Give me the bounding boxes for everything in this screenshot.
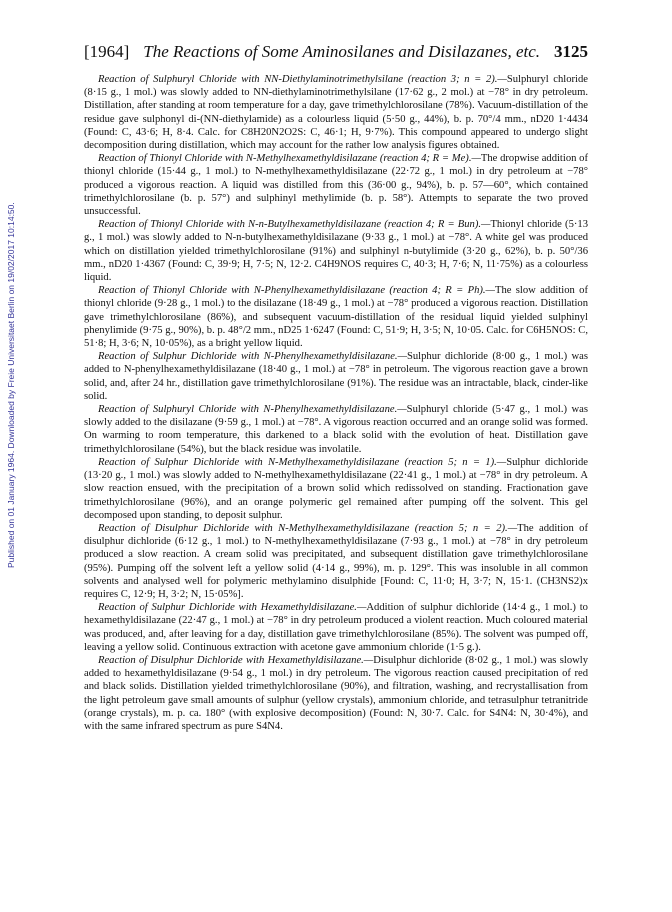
paragraph [84,456,588,522]
paragraph-heading: Reaction of Thionyl Chloride with N-Methylhexamethyldisilazane (reaction 4; R = Me).— [98,153,481,165]
paragraph-heading: Reaction of Sulphur Dichloride with N-Phenylhexamethyldisilazane.— [98,351,407,363]
paragraph-heading: Reaction of Sulphuryl Chloride with NN-Diethylaminotrimethylsilane (reaction 3; n = 2).— [98,74,507,85]
paragraph-text: Sulphur dichloride (8·00 g., 1 mol.) was added to N-phenylhexamethyldisilazane (18·40 g., 1 mol.) at −78° in petroleum. The vigorous reaction gave a brown solid, and, after 24 hr., distillation gave trimethylchlorosilane (91%). The residue was an intractable, black, cinder-like solid. [84,351,588,402]
paragraph-heading: Reaction of Sulphuryl Chloride with N-Phenylhexamethyldisilazane.— [98,404,407,416]
download-notice: Published on 01 January 1964. Downloaded by Freie Universitaet Berlin on 19/02/2017 10:14:50. [6,202,16,568]
paragraph-text: The addition of disulphur dichloride (6·12 g., 1 mol.) to N-methylhexamethyldisilazane (7·93 g., 1 mol.) at −78° in dry petroleum produced a slow reaction. A cream solid was precipitated, and subsequent distillation gave trimethylchlorosilane (95%). Pumping off the solvent left a yellow solid (4·14 g., 99%), m. p. 129°. This was insoluble in all common solvents and analysed well for polymeric methylamino disulphide [Found: C, 11·0; H, 3·7; N, 15·1. (CH3NS2)x requires C, 12·9; H, 3·2; N, 15·05%]. [84,522,588,600]
paragraph [84,654,588,733]
paragraph-text: The dropwise addition of thionyl chloride (15·44 g., 1 mol.) to N-methylhexamethyldisilazane (22·72 g., 1 mol.) in dry petroleum at −78° produced a vigorous reaction. A liquid was distilled from this (36·00 g., 94%), b. p. 57—60°, which contained trimethylchlorosilane (b. p. 57°) and sulphinyl methylimide (b. p. 58°). Attempts to separate the two proved unsuccessful. [84,153,588,218]
paragraph-heading: Reaction of Sulphur Dichloride with Hexamethyldisilazane.— [98,602,367,614]
paragraph [84,284,588,350]
paragraph-heading: Reaction of Disulphur Dichloride with Hexamethyldisilazane.— [98,654,374,666]
paragraph [84,218,588,284]
paragraph-heading: Reaction of Thionyl Chloride with N-Phenylhexamethyldisilazane (reaction 4; R = Ph).— [98,285,495,297]
article-body [84,73,588,733]
header-year: [1964] [84,42,130,61]
paragraph-text: The slow addition of thionyl chloride (9·28 g., 1 mol.) to the disilazane (18·49 g., 1 mol.) at −78° produced a vigorous reaction. Distillation gave trimethylchlorosilane (86%), and subsequent vacuum-distillation of the residual liquid yielded sulphinyl phenylimide (9·75 g., 90%), b. p. 48°/2 mm., nD25 1·6247 (Found: C, 51·9; H, 3·5; N, 10·05. Calc. for C6H5NOS: C, 51·8; H, 3·6; N, 10·05%), as a bright yellow liquid. [84,285,588,350]
paragraph [84,601,588,654]
running-header [84,42,588,62]
paragraph-heading: Reaction of Sulphur Dichloride with N-Methylhexamethyldisilazane (reaction 5; n = 1).— [98,456,507,468]
paragraph-text: Thionyl chloride (5·13 g., 1 mol.) was slowly added to N-n-butylhexamethyldisilazane (9·33 g., 1 mol.) at −78°. A white gel was produced which on distillation yielded trimethylchlorosilane (91%) and sulphinyl n-butylimide (3·20 g., 62%), b. p. 50°/36 mm., nD20 1·4367 (Found: C, 39·9; H, 7·5; N, 12·2. C4H9NOS requires C, 40·3; H, 7·6; N, 11·75%) as a colourless liquid. [84,219,589,284]
page-number: 3125 [554,42,588,61]
paragraph-text: Sulphuryl chloride (8·15 g., 1 mol.) was slowly added to NN-diethylaminotrimethylsilane (17·62 g., 2 mol.) at −78° in dry petroleum. Distillation, after standing at room temperature for a day, gave trimethylchlorosilane (78%). Vacuum-distillation of the residue gave sulphonyl di-(NN-diethylamide) as a colourless liquid (5·50 g., 44%), b. p. 70°/4 mm., nD20 1·4434 (Found: C, 43·6; H, 8·4. Calc. for C8H20N2O2S: C, 46·1; H, 9·7%). This compound appeared to undergo slight decomposition during distillation, which may account for the rather low analysis figures obtained. [84,74,588,152]
paragraph [84,522,588,601]
paragraph [84,403,588,456]
paragraph [84,73,588,152]
paragraph-text: Sulphur dichloride (13·20 g., 1 mol.) was slowly added to N-methylhexamethyldisilazane (22·41 g., 1 mol.) at −78° in dry petroleum. A slow reaction ensued, with the precipitation of a brown solid which redissolved on standing. Fractionation gave trimethylchlorosilane (96%), and an orange polymeric gel remained after pumping off the solvent. This gel decomposed upon standing, to deposit sulphur. [84,456,588,521]
paragraph-text: Disulphur dichloride (8·02 g., 1 mol.) was slowly added to hexamethyldisilazane (9·54 g., 1 mol.) in dry petroleum. The vigorous reaction caused precipitation of red and black solids. Distillation yielded trimethylchlorosilane (90%), and filtration, washing, and recrystallisation from the light petroleum gave small amounts of sulphur (yellow crystals), ammonium chloride, and tetrasulphur tetranitride (orange crystals), m. p. ca. 180° (with explosive decomposition) (Found: N, 30·7. Calc. for S4N4: N, 30·4%), and with the same infrared spectrum as pure S4N4. [84,654,589,732]
paragraph [84,350,588,403]
paragraph-heading: Reaction of Thionyl Chloride with N-n-Butylhexamethyldisilazane (reaction 4; R = Bun).— [98,219,491,231]
paragraph-text: Addition of sulphur dichloride (14·4 g., 1 mol.) to hexamethyldisilazane (22·47 g., 1 mol.) at −78° in dry petroleum produced a violent reaction. Much coloured material was produced, and, after leaving for a day, distillation gave trimethylchlorosilane (85%). The solvent was pumped off, leaving a yellow solid. Continuous extraction with acetone gave ammonium chloride (1·5 g.). [84,602,588,653]
paragraph-text: Sulphuryl chloride (5·47 g., 1 mol.) was slowly added to the disilazane (9·59 g., 1 mol.) at −78°. A vigorous reaction occurred and an orange solid was formed. On warming to room temperature, this darkened to a black solid with the evolution of heat. Distillation gave trimethylchlorosilane (54%), but the black residue was involatile. [84,404,588,455]
paragraph-heading: Reaction of Disulphur Dichloride with N-Methylhexamethyldisilazane (reaction 5; n = 2).— [98,522,518,534]
paragraph [84,152,588,218]
header-title: The Reactions of Some Aminosilanes and Disilazanes, etc. [143,42,541,61]
